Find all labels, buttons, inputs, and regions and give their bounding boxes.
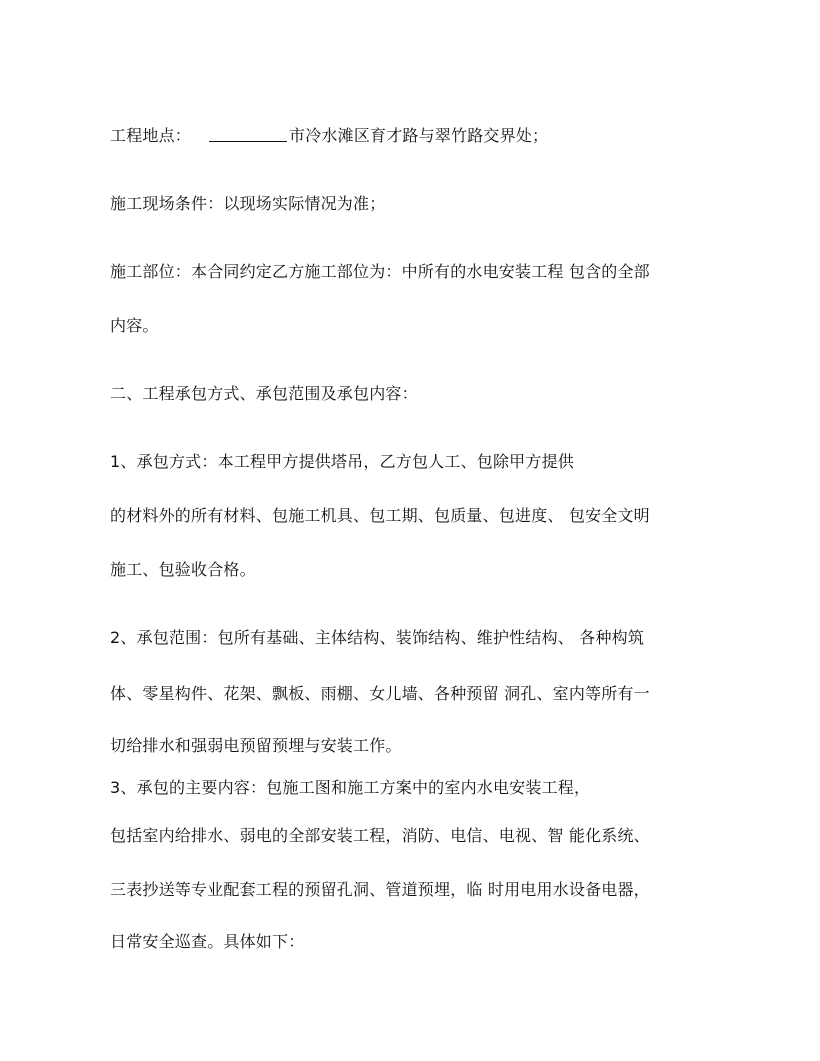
item2-line-3: 切给排水和强弱电预留预埋与安装工作。 <box>110 736 402 755</box>
item2-line-1: 2、承包范围：包所有基础、主体结构、装饰结构、维护性结构、 各种构筑 <box>110 628 645 647</box>
item1-line-1: 1、承包方式：本工程甲方提供塔吊，乙方包人工、包除甲方提供 <box>110 452 574 471</box>
site-part-line-2: 内容。 <box>110 316 159 335</box>
item1-line-3: 施工、包验收合格。 <box>110 560 256 579</box>
item3-line-2: 包括室内给排水、弱电的全部安装工程，消防、电信、电视、智 能化系统、 <box>110 826 650 845</box>
location-label: 工程地点： <box>110 126 192 145</box>
location-blank-underline <box>209 127 287 142</box>
location-value: 市冷水滩区育才路与翠竹路交界处； <box>289 126 549 145</box>
section-two-title: 二、工程承包方式、承包范围及承包内容： <box>110 384 418 403</box>
site-part-line-1: 施工部位：本合同约定乙方施工部位为：中所有的水电安装工程 包含的全部 <box>110 262 650 281</box>
site-conditions-line: 施工现场条件：以现场实际情况为准； <box>110 194 386 213</box>
item2-line-2: 体、零星构件、花架、飘板、雨棚、女儿墙、各种预留 洞孔、室内等所有一 <box>110 684 650 703</box>
item3-line-3: 三表抄送等专业配套工程的预留孔洞、管道预埋，临 时用电用水设备电器， <box>110 880 650 899</box>
item3-line-4: 日常安全巡查。具体如下： <box>110 932 305 951</box>
item1-line-2: 的材料外的所有材料、包施工机具、包工期、包质量、包进度、 包安全文明 <box>110 506 650 525</box>
item3-line-1: 3、承包的主要内容：包施工图和施工方案中的室内水电安装工程， <box>110 778 591 797</box>
location-line <box>110 126 720 146</box>
